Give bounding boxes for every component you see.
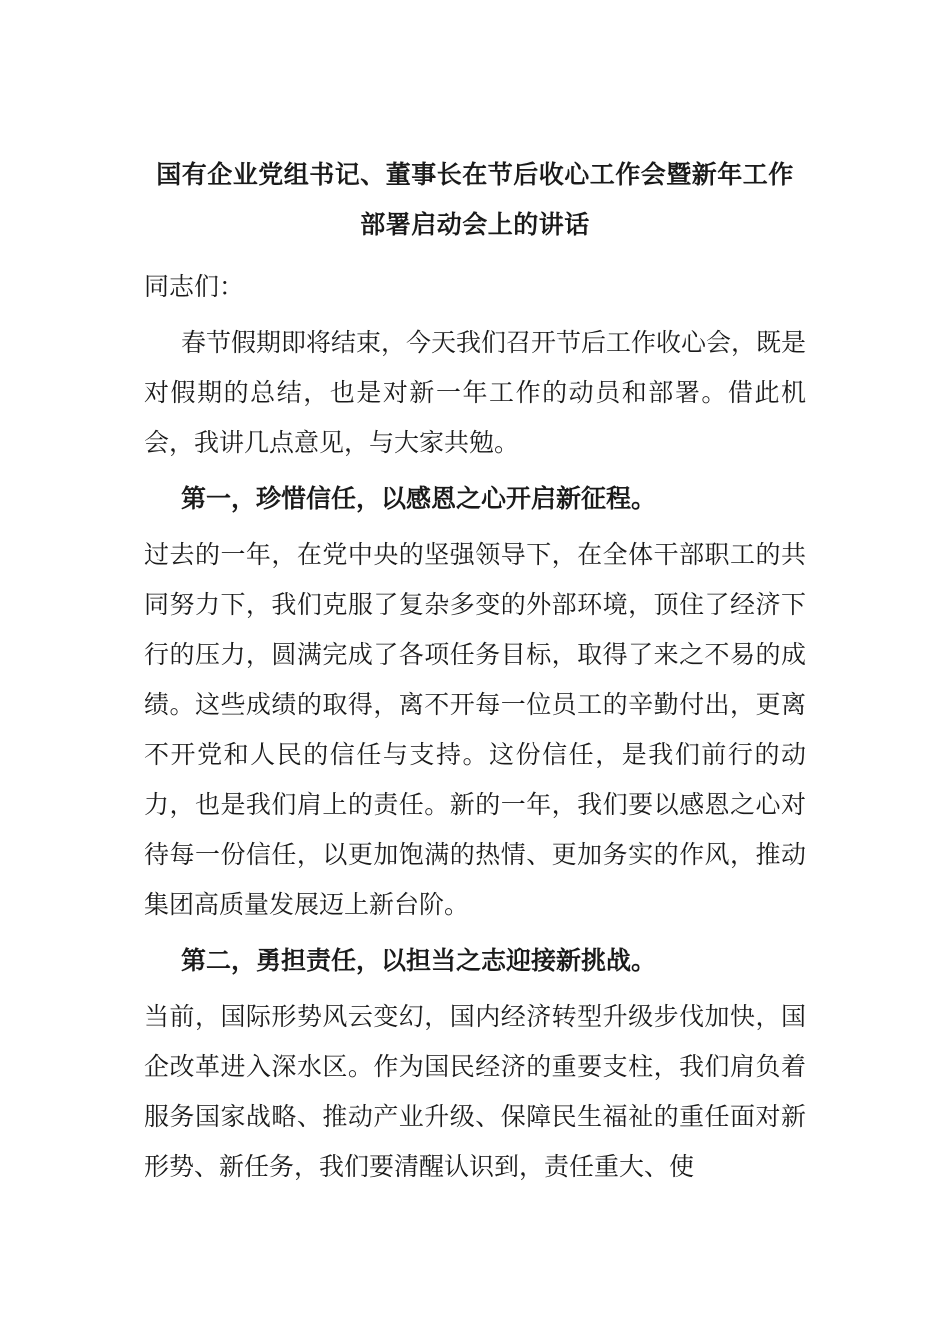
intro-paragraph: 春节假期即将结束，今天我们召开节后工作收心会，既是对假期的总结，也是对新一年工作的动员和部署。借此机会，我讲几点意见，与大家共勉。 (144, 328, 807, 457)
section-2-paragraph: 当前，国际形势风云变幻，国内经济转型升级步伐加快，国企改革进入深水区。作为国民经济的重要支柱，我们肩负着服务国家战略、推动产业升级、保障民生福祉的重任面对新形势、新任务，我们要清醒认识到，责任重大、使 (144, 1002, 806, 1181)
section-2-heading: 第二，勇担责任，以担当之志迎接新挑战。 (181, 946, 657, 975)
section-1-heading: 第一，珍惜信任，以感恩之心开启新征程。 (181, 484, 657, 513)
document-title: 国有企业党组书记、董事长在节后收心工作会暨新年工作部署启动会上的讲话 (156, 160, 794, 239)
section-1-paragraph: 过去的一年，在党中央的坚强领导下，在全体干部职工的共同努力下，我们克服了复杂多变的外部环境，顶住了经济下行的压力，圆满完成了各项任务目标，取得了来之不易的成绩。这些成绩的取得，离不开每一位员工的辛勤付出，更离不开党和人民的信任与支持。这份信任，是我们前行的动力，也是我们肩上的责任。新的一年，我们要以感恩之心对待每一份信任，以更加饱满的热情、更加务实的作风，推动集团高质量发展迈上新台阶。 (144, 540, 806, 919)
salutation: 同志们： (144, 272, 245, 301)
document-body (144, 150, 806, 1192)
